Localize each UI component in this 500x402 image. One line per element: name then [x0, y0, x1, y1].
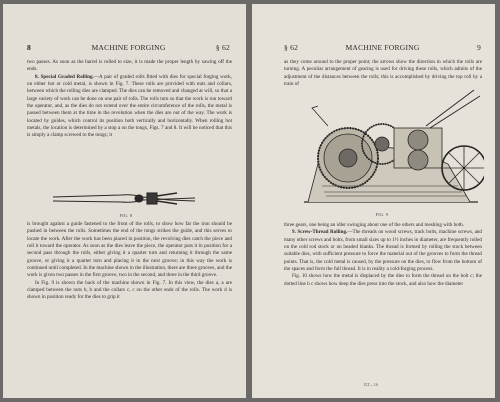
left-para-top: two passes. As soon as the barrel is rolled to size, it is made the proper length by sawing off the ends. — [27, 59, 232, 73]
left-para-special — [27, 74, 232, 140]
left-text-bottom — [27, 221, 232, 302]
left-page-header — [27, 43, 230, 55]
tongs-figure — [51, 188, 199, 210]
left-page — [3, 4, 246, 398]
right-running-title: MACHINE FORGING — [345, 43, 420, 52]
right-para-fig10: Fig. 10 shows how the metal is displaced by the dies to form the thread on the bolt c; the dotted line b c shows how deep the dies press into the stock, and also how the diameter — [284, 273, 482, 287]
screw-thread-body: —The threads on wood screws, track bolts, machine screws, and many other screws and bolts, from small sizes up to 1½ inches in diameter, are frequently rolled on the cold rod stock or on headed blanks. The thread is formed by rolling the stock between suitable dies, with sufficient pressure to force the material out of the grooves to form the thread points. That is, the cold metal is caused, by the pressure on the dies, to flow from the bottom of the spaces and form the full thread. It is in reality a cold-forging process. — [284, 229, 482, 273]
right-page — [252, 4, 495, 398]
right-para-top: as they come around to the proper point; the arrows show the direction in which the rolls are turning. A peculiar arrangement of gearing is used for driving these rolls, which admits of the adjustment of the distances between the rolls; this is accomplished by driving the top roll by a train of — [284, 59, 482, 88]
fig9-caption: FIG. 9 — [375, 212, 389, 217]
special-rolling-body: —A pair of graded rolls fitted with dies for special forging work, on either hot or cold metal, is shown in Fig. 7. These rolls are provided with nuts and collars, between which the rolling dies are clamped. The dies can be removed and changed at will, so that a large variety of work can be done on one pair of rolls. The rolls turn so that the work is run toward the operator, and, as the dies do not extend over the entire circumference of the rolls, the metal is passed between them at the time in the revolution when the dies are out of the way. The work is located by guides, which control its position both vertically and horizontally. When rolling hot metals, the location is determined by a stop a on the tongs, Figs. 7 and 8. It will be noticed that this is simply a clamp screwed to the tongs; it — [27, 73, 232, 139]
special-rolling-heading: 8. Special Graded Rolling. — [35, 73, 94, 80]
right-para-gears: three gears, one being an idler swinging about one of the others and meshing with both. — [284, 222, 465, 228]
signature-mark: ILT—16 — [364, 382, 378, 387]
rolling-machine-figure — [298, 86, 484, 206]
fig8-caption: FIG. 8 — [119, 213, 133, 218]
left-text-top — [27, 59, 232, 140]
left-para-fig9: In Fig. 9 is shown the back of the machine shown in Fig. 7. In this view, the dies a, a are clamped between the nuts b, b and the collars c, c on the other ends of the rolls. The work d is shown in position ready for the dies to grip it — [27, 279, 232, 301]
left-para-after-fig: is brought against a guide fastened to the front of the rolls, to show how far the iron should be pushed in between the rolls. Sometimes the end of the tongs strikes the guide, and this serves to locate the work. After the work has been placed in position, the revolving dies catch the piece and roll it toward the operator. As soon as the dies leave the piece, the operator puts it in position for a second pass through the rolls, either giving it a quarter turn and returning it through the same groove, or giving it a quarter turn and placing it in the next groove; in this way the work is continued until completed. In the machine shown in the illustration, there are three grooves, and the work is given two passes in the first groove, two in the second, and three in the third groove. — [27, 221, 232, 279]
right-page-number: 9 — [477, 43, 481, 52]
right-text-top — [284, 59, 482, 88]
screw-thread-heading: 9. Screw-Thread Rolling. — [292, 229, 348, 236]
left-section-ref: § 62 — [215, 43, 230, 52]
right-page-header — [284, 43, 481, 55]
left-page-number: 8 — [27, 43, 31, 52]
right-section-ref: § 62 — [284, 43, 299, 52]
left-running-title: MACHINE FORGING — [91, 43, 166, 52]
right-para-screw — [284, 229, 482, 273]
right-text-bottom — [284, 222, 482, 288]
